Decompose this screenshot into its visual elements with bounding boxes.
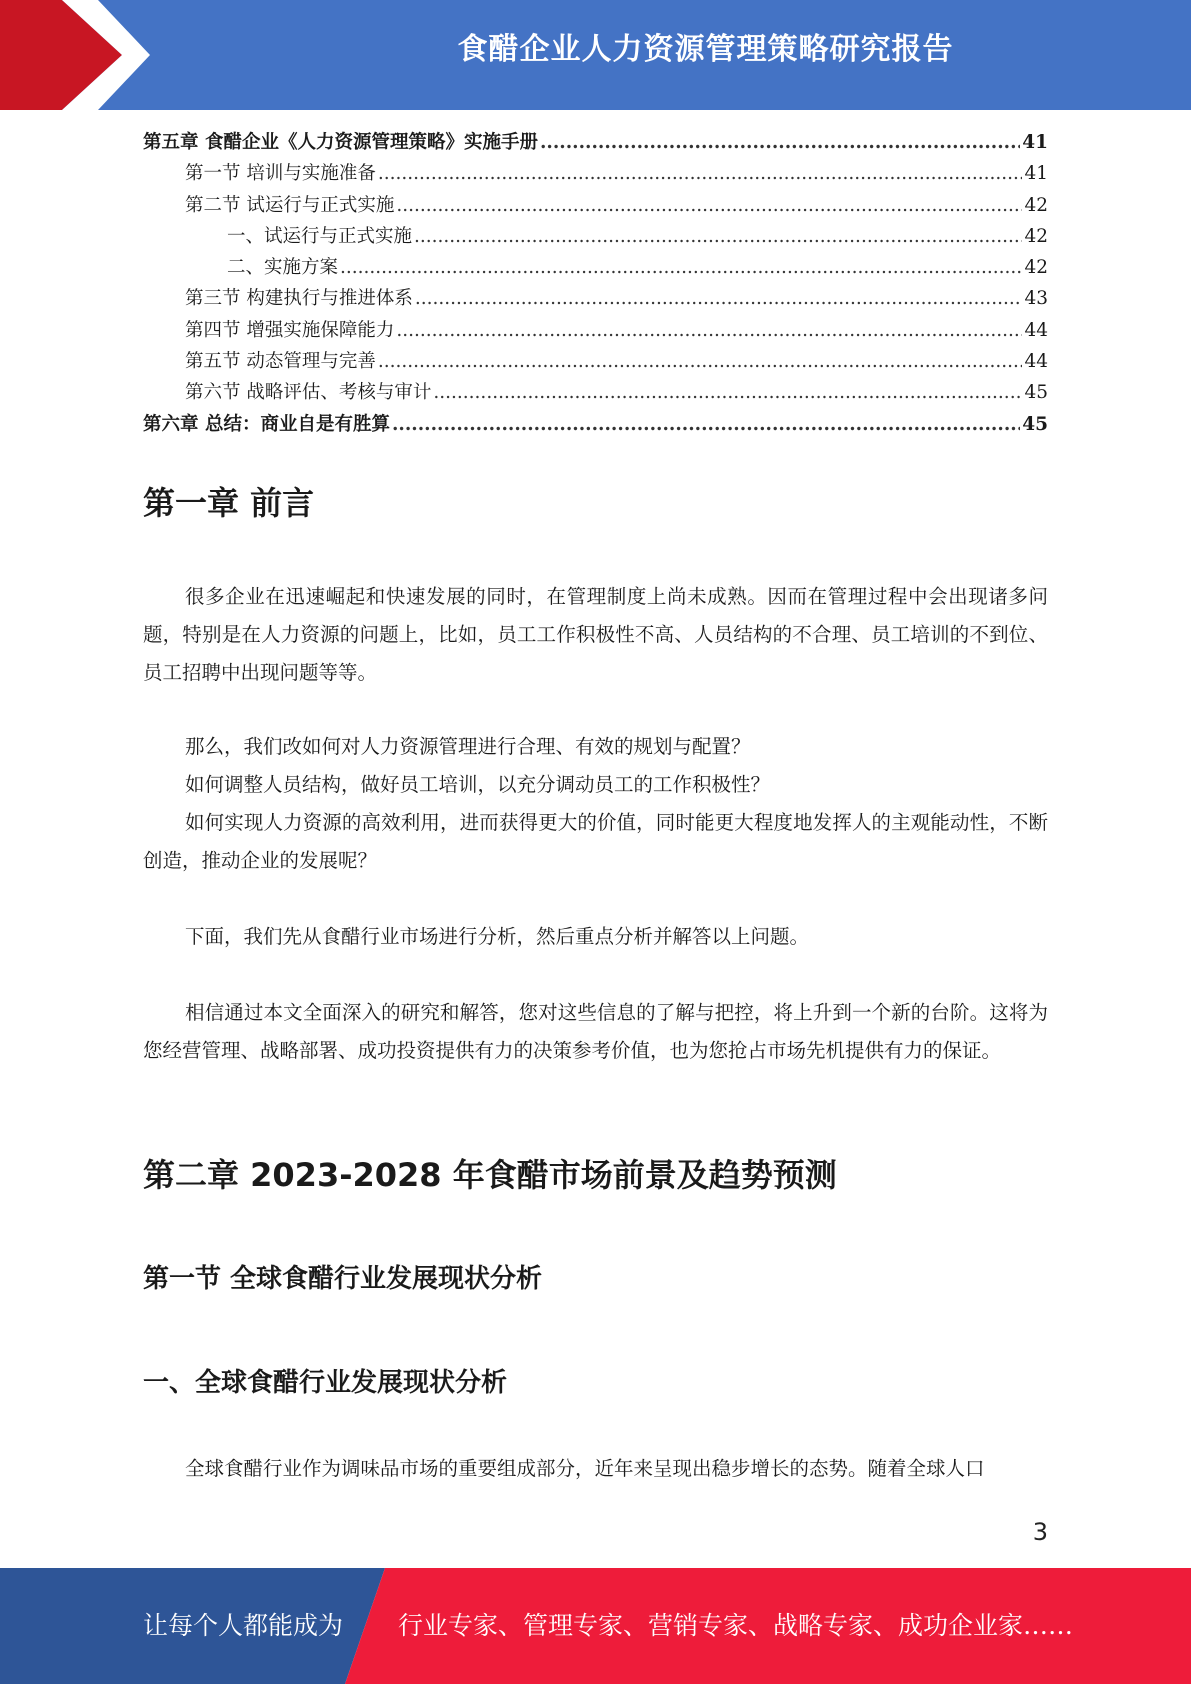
toc-leader-dots — [378, 163, 1023, 184]
toc-entry[interactable] — [143, 378, 1048, 409]
toc-entry-label: 第一节 培训与实施准备 — [185, 163, 376, 185]
table-of-contents — [143, 128, 1048, 441]
toc-leader-dots — [340, 257, 1022, 278]
toc-leader-dots — [396, 320, 1022, 341]
chapter-1-heading: 第一章 前言 — [143, 484, 315, 522]
toc-entry[interactable] — [143, 253, 1048, 284]
toc-entry-page: 41 — [1024, 163, 1048, 185]
body-paragraph: 那么，我们改如何对人力资源管理进行合理、有效的规划与配置？ — [185, 735, 751, 758]
toc-entry-label: 第二节 试运行与正式实施 — [185, 194, 395, 216]
toc-entry-page: 45 — [1022, 413, 1048, 435]
toc-entry-label: 第三节 构建执行与推进体系 — [185, 288, 413, 310]
body-paragraph: 相信通过本文全面深入的研究和解答，您对这些信息的了解与把控，将上升到一个新的台阶。这将为您经营管理、战略部署、成功投资提供有力的决策参考价值，也为您抢占市场先机提供有力的保证。 — [143, 1001, 1048, 1062]
body-paragraph: 很多企业在迅速崛起和快速发展的同时，在管理制度上尚未成熟。因而在管理过程中会出现诸多问题，特别是在人力资源的问题上，比如，员工工作积极性不高、人员结构的不合理、员工培训的不到位、员工招聘中出现问题等等。 — [143, 585, 1048, 684]
toc-entry-page: 44 — [1024, 351, 1048, 373]
toc-entry-label: 第五章 食醋企业《人力资源管理策略》实施手册 — [143, 132, 538, 153]
subsection-heading: 一、全球食醋行业发展现状分析 — [143, 1368, 508, 1398]
page-footer — [0, 1568, 1191, 1684]
body-paragraph: 全球食醋行业作为调味品市场的重要组成部分，近年来呈现出稳步增长的态势。随着全球人口 — [185, 1457, 985, 1480]
toc-entry-page: 41 — [1022, 132, 1048, 153]
toc-leader-dots — [540, 132, 1020, 153]
toc-entry-label: 第四节 增强实施保障能力 — [185, 319, 395, 341]
toc-entry[interactable] — [143, 284, 1048, 315]
toc-leader-dots — [414, 226, 1022, 247]
footer-slogan-right: 行业专家、管理专家、营销专家、战略专家、成功企业家…… — [398, 1611, 1074, 1640]
toc-entry-page: 44 — [1024, 319, 1048, 341]
toc-leader-dots — [415, 288, 1023, 309]
toc-entry-label: 第六章 总结：商业自是有胜算 — [143, 413, 390, 435]
body-paragraph: 如何调整人员结构，做好员工培训，以充分调动员工的工作积极性？ — [185, 773, 771, 796]
page-number: 3 — [1032, 1518, 1048, 1546]
toc-leader-dots — [392, 414, 1020, 435]
toc-entry[interactable] — [143, 316, 1048, 347]
toc-entry-page: 45 — [1024, 382, 1048, 404]
body-paragraph: 如何实现人力资源的高效利用，进而获得更大的价值，同时能更大程度地发挥人的主观能动性，不断创造，推动企业的发展呢？ — [143, 811, 1048, 872]
body-paragraph: 下面，我们先从食醋行业市场进行分析，然后重点分析并解答以上问题。 — [185, 925, 810, 948]
toc-leader-dots — [396, 195, 1022, 216]
toc-entry-page: 43 — [1024, 288, 1048, 310]
toc-entry-label: 第六节 战略评估、考核与审计 — [185, 382, 432, 404]
section-heading: 第一节 全球食醋行业发展现状分析 — [143, 1264, 543, 1294]
toc-entry[interactable] — [143, 410, 1048, 441]
footer-slogan-left: 让每个人都能成为 — [143, 1611, 344, 1640]
toc-entry-label: 二、实施方案 — [227, 257, 339, 279]
toc-leader-dots — [433, 382, 1022, 403]
report-title: 食醋企业人力资源管理策略研究报告 — [457, 32, 954, 67]
toc-entry[interactable] — [143, 347, 1048, 378]
toc-entry[interactable] — [143, 128, 1048, 159]
chapter-2-heading: 第二章 2023-2028 年食醋市场前景及趋势预测 — [143, 1156, 837, 1194]
toc-entry-label: 一、试运行与正式实施 — [227, 225, 413, 247]
toc-entry[interactable] — [143, 222, 1048, 253]
toc-entry-page: 42 — [1024, 225, 1048, 247]
toc-entry-label: 第五节 动态管理与完善 — [185, 351, 376, 373]
toc-entry-page: 42 — [1024, 194, 1048, 216]
page-header — [0, 0, 1191, 110]
toc-entry[interactable] — [143, 191, 1048, 222]
toc-entry-page: 42 — [1024, 257, 1048, 279]
toc-leader-dots — [378, 351, 1023, 372]
toc-entry[interactable] — [143, 159, 1048, 190]
